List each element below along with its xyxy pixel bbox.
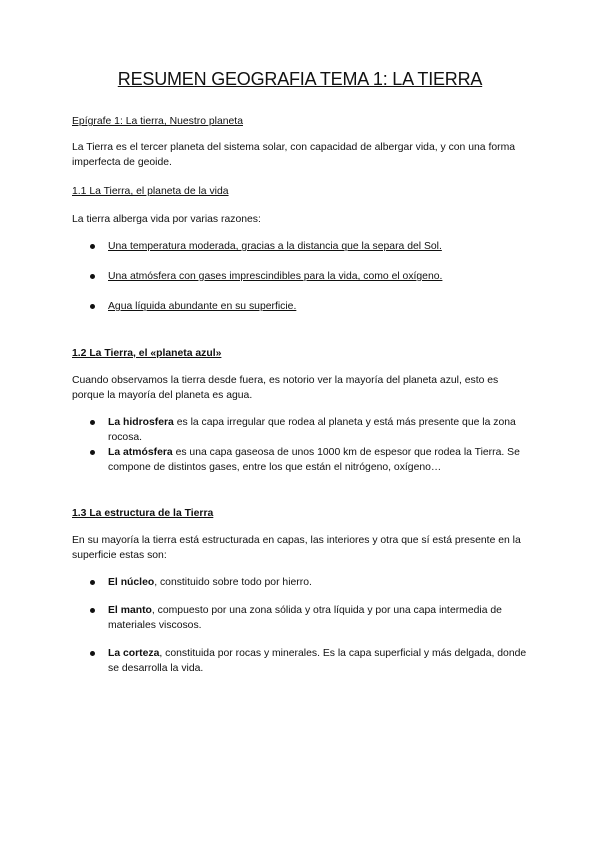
bullet-icon [90,580,95,585]
section-1-2-list [72,415,528,475]
section-1-1-lead: La tierra alberga vida por varias razones: [72,214,261,225]
list-item: Agua líquida abundante en su superficie. [72,299,528,314]
section-1-2-heading: 1.2 La Tierra, el «planeta azul» [72,348,222,359]
section-1-1-heading: 1.1 La Tierra, el planeta de la vida [72,186,229,197]
list-item: La atmósfera es una capa gaseosa de unos 1000 km de espesor que rodea la Tierra. Se compone de distintos gases, entre los que están el nitrógeno, oxígeno… [72,445,528,475]
bullet-icon [90,450,95,455]
document-title: RESUMEN GEOGRAFIA TEMA 1: LA TIERRA [117,69,483,89]
list-item: El manto, compuesto por una zona sólida y otra líquida y por una capa intermedia de materiales viscosos. [72,603,528,633]
list-item: Una atmósfera con gases imprescindibles para la vida, como el oxígeno. [72,269,528,284]
intro-paragraph: La Tierra es el tercer planeta del sistema solar, con capacidad de albergar vida, y con una forma imperfecta de geoide. [72,142,516,168]
bullet-icon [90,244,95,249]
section-1-3-list [72,575,528,676]
bullet-icon [90,608,95,613]
list-item: La corteza, constituida por rocas y minerales. Es la capa superficial y más delgada, donde se desarrolla la vida. [72,646,528,676]
section-1-3-heading: 1.3 La estructura de la Tierra [72,508,214,519]
bullet-icon [90,274,95,279]
bullet-icon [90,651,95,656]
list-item: La hidrosfera es la capa irregular que rodea al planeta y está más presente que la zona rocosa. [72,415,528,445]
bullet-icon [90,304,95,309]
list-item: El núcleo, constituido sobre todo por hierro. [72,575,528,590]
section-1-3-lead: En su mayoría la tierra está estructurada en capas, las interiores y otra que sí está presente en la superficie estas son: [72,535,521,561]
section-1-2-lead: Cuando observamos la tierra desde fuera, es notorio ver la mayoría del planeta azul, esto es porque la mayoría del planeta es agua. [72,375,499,401]
section-1-1-list [72,239,528,314]
bullet-icon [90,420,95,425]
epigraph-heading: Epígrafe 1: La tierra, Nuestro planeta [72,116,243,127]
list-item: Una temperatura moderada, gracias a la distancia que la separa del Sol. [72,239,528,254]
